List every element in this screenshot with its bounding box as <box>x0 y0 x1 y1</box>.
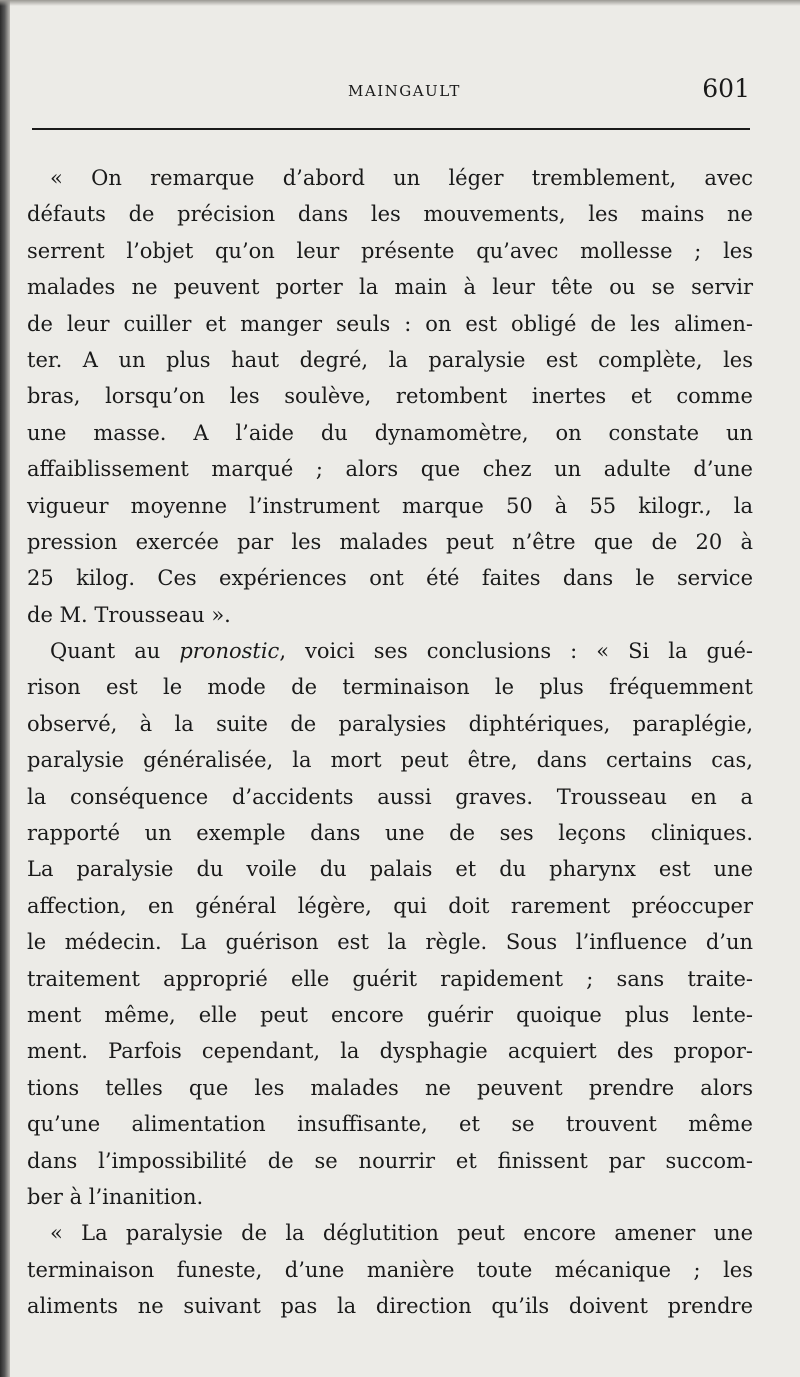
text-line: de leur cuiller et manger seuls : on est obligé de les alimen- <box>27 311 753 336</box>
text-line: « On remarque d’abord un léger tremblement, avec <box>50 166 753 190</box>
text-line: ment même, elle peut encore guérir quoique plus lente- <box>27 1002 753 1027</box>
pronostic-italic: pronostic <box>179 639 280 664</box>
text-line: rison est le mode de terminaison le plus fréquemment <box>27 675 753 700</box>
text-line: une masse. A l’aide du dynamomètre, on constate un <box>27 420 753 445</box>
text-line: pression exercée par les malades peut n’être que de 20 à <box>27 529 753 554</box>
text-line: dans l’impossibilité de se nourrir et finissent par succom- <box>27 1148 753 1173</box>
pronostic-before: Quant au <box>50 639 180 664</box>
text-line: tions telles que les malades ne peuvent prendre alors <box>27 1075 753 1100</box>
header-rule <box>32 128 750 130</box>
page-header <box>30 72 750 112</box>
pronostic-after: , voici ses conclusions : « Si la gué- <box>279 639 753 664</box>
text-line: traitement approprié elle guérit rapidement ; sans traite- <box>27 966 753 991</box>
text-line: ter. A un plus haut degré, la paralysie est complète, les <box>27 347 753 372</box>
page-number: 601 <box>702 74 750 103</box>
text-line: rapporté un exemple dans une de ses leçons cliniques. <box>27 821 753 846</box>
text-line-pronostic <box>27 633 753 669</box>
text-line: « La paralysie de la déglutition peut encore amener une <box>50 1221 753 1246</box>
text-line: défauts de précision dans les mouvements, les mains ne <box>27 202 753 227</box>
text-line: serrent l’objet qu’on leur présente qu’avec mollesse ; les <box>27 238 753 263</box>
text-line: de M. Trousseau ». <box>27 602 231 627</box>
text-line: ber à l’inanition. <box>27 1184 204 1209</box>
text-line: qu’une alimentation insuffisante, et se trouvent même <box>27 1112 753 1137</box>
text-line: vigueur moyenne l’instrument marque 50 à 55 kilogr., la <box>27 493 753 518</box>
text-line: ment. Parfois cependant, la dysphagie acquiert des propor- <box>27 1039 753 1064</box>
page-top-shadow <box>0 0 800 6</box>
body-text <box>27 160 753 1325</box>
text-line: la conséquence d’accidents aussi graves. Trousseau en a <box>27 784 753 809</box>
text-line: malades ne peuvent porter la main à leur tête ou se servir <box>27 275 753 300</box>
text-line: observé, à la suite de paralysies diphtériques, paraplégie, <box>27 711 753 736</box>
text-line: paralysie généralisée, la mort peut être, dans certains cas, <box>27 748 753 773</box>
text-line: affection, en général légère, qui doit rarement préoccuper <box>27 893 753 918</box>
text-line: aliments ne suivant pas la direction qu’ils doivent prendre <box>27 1294 753 1319</box>
text-line: terminaison funeste, d’une manière toute mécanique ; les <box>27 1257 753 1282</box>
text-line: 25 kilog. Ces expériences ont été faites dans le service <box>27 566 753 591</box>
text-line: affaiblissement marqué ; alors que chez un adulte d’une <box>27 457 753 482</box>
text-line: le médecin. La guérison est la règle. Sous l’influence d’un <box>27 930 753 955</box>
running-head: MAINGAULT <box>348 82 461 100</box>
page-binding-edge <box>0 0 10 1377</box>
text-line: La paralysie du voile du palais et du pharynx est une <box>27 857 753 882</box>
text-line: bras, lorsqu’on les soulève, retombent inertes et comme <box>27 384 753 409</box>
